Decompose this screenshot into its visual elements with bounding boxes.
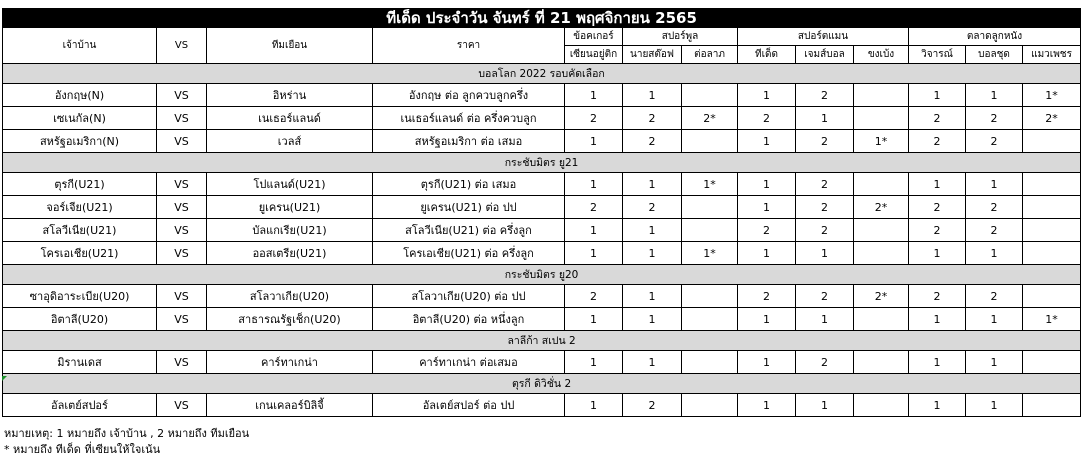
pick-cell: 1 [565, 308, 623, 331]
pick-cell: 1 [909, 242, 966, 265]
cell-comment-marker [2, 376, 7, 381]
pick-cell [854, 394, 909, 417]
away-team: คาร์ทาเกน่า [207, 351, 373, 374]
header-group-sportman: สปอร์ตแมน [738, 28, 909, 46]
handicap-price: คาร์ทาเกน่า ต่อเสมอ [373, 351, 565, 374]
pick-cell: 1* [682, 173, 738, 196]
section-row [3, 64, 1081, 84]
pick-cell: 2 [796, 285, 854, 308]
pick-cell: 2 [909, 107, 966, 130]
pick-cell: 1 [909, 394, 966, 417]
pick-cell: 1 [738, 196, 796, 219]
pick-cell: 1 [738, 84, 796, 107]
away-team: โปแลนด์(U21) [207, 173, 373, 196]
vs-label: VS [157, 285, 207, 308]
away-team: บัลแกเรีย(U21) [207, 219, 373, 242]
pick-cell [682, 351, 738, 374]
pick-cell: 1 [909, 351, 966, 374]
pick-cell [682, 394, 738, 417]
pick-cell: 1 [565, 394, 623, 417]
pick-cell: 1 [796, 107, 854, 130]
pick-cell: 1 [738, 308, 796, 331]
pick-cell: 2 [796, 196, 854, 219]
handicap-price: อังกฤษ ต่อ ลูกควบลูกครึ่ง [373, 84, 565, 107]
pick-cell [1023, 196, 1081, 219]
pick-cell [1023, 351, 1081, 374]
vs-label: VS [157, 130, 207, 153]
pick-cell: 2* [854, 285, 909, 308]
header-home: เจ้าบ้าน [3, 28, 157, 64]
away-team: เวลส์ [207, 130, 373, 153]
pick-cell [854, 84, 909, 107]
pick-cell: 1 [738, 242, 796, 265]
pick-cell: 2 [738, 219, 796, 242]
pick-cell: 1 [623, 285, 682, 308]
pick-cell: 2 [909, 219, 966, 242]
pick-cell: 2 [966, 285, 1023, 308]
pick-cell: 1 [565, 242, 623, 265]
pick-cell: 2 [796, 219, 854, 242]
section-row [3, 153, 1081, 173]
section-title: ตุรกี ดิวิชั่น 2 [3, 374, 1081, 394]
vs-label: VS [157, 219, 207, 242]
handicap-price: สโลวาเกีย(U20) ต่อ ปป [373, 285, 565, 308]
pick-cell: 1 [966, 351, 1023, 374]
handicap-price: อิตาลี(U20) ต่อ หนึ่งลูก [373, 308, 565, 331]
pick-cell: 2 [623, 196, 682, 219]
pick-cell [1023, 219, 1081, 242]
pick-cell: 1 [565, 219, 623, 242]
pick-cell: 1 [909, 308, 966, 331]
table-row [3, 242, 1081, 265]
pick-cell: 1* [854, 130, 909, 153]
away-team: อิหร่าน [207, 84, 373, 107]
pick-cell: 2 [966, 107, 1023, 130]
pick-cell: 1 [796, 394, 854, 417]
pick-cell [1023, 130, 1081, 153]
pick-cell: 2 [738, 107, 796, 130]
away-team: สาธารณรัฐเช็ก(U20) [207, 308, 373, 331]
header-tipster: วิจารณ์ [909, 46, 966, 64]
pick-cell: 1 [796, 242, 854, 265]
pick-cell [1023, 242, 1081, 265]
header-price: ราคา [373, 28, 565, 64]
home-team: ตุรกี(U21) [3, 173, 157, 196]
home-team: เซเนกัล(N) [3, 107, 157, 130]
vs-label: VS [157, 107, 207, 130]
pick-cell: 2 [796, 84, 854, 107]
pick-cell: 1* [1023, 84, 1081, 107]
handicap-price: อัลเตย์สปอร์ ต่อ ปป [373, 394, 565, 417]
tips-body [3, 64, 1081, 417]
pick-cell [854, 219, 909, 242]
away-team: สโลวาเกีย(U20) [207, 285, 373, 308]
pick-cell: 2 [966, 196, 1023, 219]
legend-note: หมายเหตุ: 1 หมายถึง เจ้าบ้าน , 2 หมายถึง ทีมเยือน [4, 427, 250, 440]
home-team: อัลเตย์สปอร์ [3, 394, 157, 417]
home-team: สหรัฐอเมริกา(N) [3, 130, 157, 153]
table-row [3, 107, 1081, 130]
pick-cell [682, 84, 738, 107]
vs-label: VS [157, 84, 207, 107]
pick-cell: 1 [623, 242, 682, 265]
header-vs: VS [157, 28, 207, 64]
header-tipster: นายสต๊อฟ [623, 46, 682, 64]
header-group-market: ตลาดลูกหนัง [909, 28, 1081, 46]
home-team: อิตาลี(U20) [3, 308, 157, 331]
pick-cell: 1 [966, 84, 1023, 107]
home-team: จอร์เจีย(U21) [3, 196, 157, 219]
pick-cell: 1 [738, 394, 796, 417]
pick-cell: 2 [966, 219, 1023, 242]
pick-cell: 2 [796, 351, 854, 374]
pick-cell: 1 [623, 308, 682, 331]
pick-cell: 1* [1023, 308, 1081, 331]
pick-cell: 2 [909, 196, 966, 219]
section-row [3, 374, 1081, 394]
vs-label: VS [157, 242, 207, 265]
table-row [3, 308, 1081, 331]
pick-cell: 2 [796, 130, 854, 153]
away-team: ออสเตรีย(U21) [207, 242, 373, 265]
pick-cell: 2 [966, 130, 1023, 153]
pick-cell [854, 242, 909, 265]
pick-cell: 2* [854, 196, 909, 219]
pick-cell: 2 [909, 130, 966, 153]
pick-cell [682, 196, 738, 219]
pick-cell: 1 [565, 351, 623, 374]
pick-cell [1023, 285, 1081, 308]
pick-cell: 1 [565, 84, 623, 107]
header-group-sportpool: สปอร์พูล [623, 28, 738, 46]
pick-cell [682, 308, 738, 331]
handicap-price: ตุรกี(U21) ต่อ เสมอ [373, 173, 565, 196]
table-row [3, 394, 1081, 417]
pick-cell: 1 [623, 173, 682, 196]
header-tipster: แมวเพชร [1023, 46, 1081, 64]
pick-cell: 1 [623, 84, 682, 107]
header-tipster: บอลชุด [966, 46, 1023, 64]
home-team: โครเอเชีย(U21) [3, 242, 157, 265]
home-team: มิรานเดส [3, 351, 157, 374]
pick-cell: 1* [682, 242, 738, 265]
away-team: เนเธอร์แลนด์ [207, 107, 373, 130]
tips-table [2, 8, 1081, 417]
section-row [3, 331, 1081, 351]
pick-cell: 2 [909, 285, 966, 308]
pick-cell [682, 130, 738, 153]
vs-label: VS [157, 394, 207, 417]
section-row [3, 265, 1081, 285]
header-tipster: ต่อลาภ [682, 46, 738, 64]
home-team: ซาอุดิอาระเบีย(U20) [3, 285, 157, 308]
header-tipster: ขงเบ้ง [854, 46, 909, 64]
pick-cell: 1 [623, 351, 682, 374]
header-tipster: ทีเด็ด [738, 46, 796, 64]
pick-cell: 2 [796, 173, 854, 196]
header-tipster: เจมส์บอล [796, 46, 854, 64]
table-row [3, 285, 1081, 308]
vs-label: VS [157, 173, 207, 196]
table-row [3, 130, 1081, 153]
pick-cell: 2 [565, 196, 623, 219]
table-row [3, 351, 1081, 374]
pick-cell: 1 [623, 219, 682, 242]
pick-cell: 1 [565, 173, 623, 196]
vs-label: VS [157, 196, 207, 219]
header-tipster: เซียนอยู่ติก [565, 46, 623, 64]
handicap-price: โครเอเชีย(U21) ต่อ ครึ่งลูก [373, 242, 565, 265]
pick-cell [854, 308, 909, 331]
pick-cell: 2 [565, 285, 623, 308]
pick-cell: 1 [738, 173, 796, 196]
vs-label: VS [157, 308, 207, 331]
pick-cell [854, 351, 909, 374]
section-title: ลาลีก้า สเปน 2 [3, 331, 1081, 351]
away-team: เกนเคลอร์บิลิจี้ [207, 394, 373, 417]
vs-label: VS [157, 351, 207, 374]
home-team: อังกฤษ(N) [3, 84, 157, 107]
pick-cell: 2 [623, 130, 682, 153]
handicap-price: ยูเครน(U21) ต่อ ปป [373, 196, 565, 219]
handicap-price: สหรัฐอเมริกา ต่อ เสมอ [373, 130, 565, 153]
table-row [3, 219, 1081, 242]
pick-cell [854, 107, 909, 130]
handicap-price: สโลวีเนีย(U21) ต่อ ครึ่งลูก [373, 219, 565, 242]
pick-cell [682, 219, 738, 242]
table-row [3, 196, 1081, 219]
legend-note-star: * หมายถึง ทีเด็ด ที่เซียนให้ใจเน้น [4, 443, 161, 456]
pick-cell [854, 173, 909, 196]
pick-cell: 1 [738, 351, 796, 374]
pick-cell: 2 [565, 107, 623, 130]
pick-cell: 2* [682, 107, 738, 130]
pick-cell: 1 [966, 308, 1023, 331]
pick-cell: 1 [565, 130, 623, 153]
pick-cell: 2 [623, 394, 682, 417]
section-title: กระชับมิตร ยู20 [3, 265, 1081, 285]
table-row [3, 84, 1081, 107]
away-team: ยูเครน(U21) [207, 196, 373, 219]
section-title: บอลโลก 2022 รอบคัดเลือก [3, 64, 1081, 84]
pick-cell: 2 [623, 107, 682, 130]
table-row [3, 173, 1081, 196]
pick-cell: 1 [796, 308, 854, 331]
page-title: ทีเด็ด ประจำวัน จันทร์ ที่ 21 พฤศจิกายน 2565 [3, 9, 1081, 28]
section-title: กระชับมิตร ยู21 [3, 153, 1081, 173]
pick-cell: 1 [909, 84, 966, 107]
pick-cell: 2* [1023, 107, 1081, 130]
pick-cell: 1 [966, 242, 1023, 265]
pick-cell: 1 [738, 130, 796, 153]
handicap-price: เนเธอร์แลนด์ ต่อ ครึ่งควบลูก [373, 107, 565, 130]
pick-cell [1023, 173, 1081, 196]
header-away: ทีมเยือน [207, 28, 373, 64]
pick-cell: 1 [966, 394, 1023, 417]
pick-cell [1023, 394, 1081, 417]
header-group-soccer: ข้อคเกอร์ [565, 28, 623, 46]
pick-cell: 1 [966, 173, 1023, 196]
pick-cell: 1 [909, 173, 966, 196]
home-team: สโลวีเนีย(U21) [3, 219, 157, 242]
pick-cell [682, 285, 738, 308]
pick-cell: 2 [738, 285, 796, 308]
